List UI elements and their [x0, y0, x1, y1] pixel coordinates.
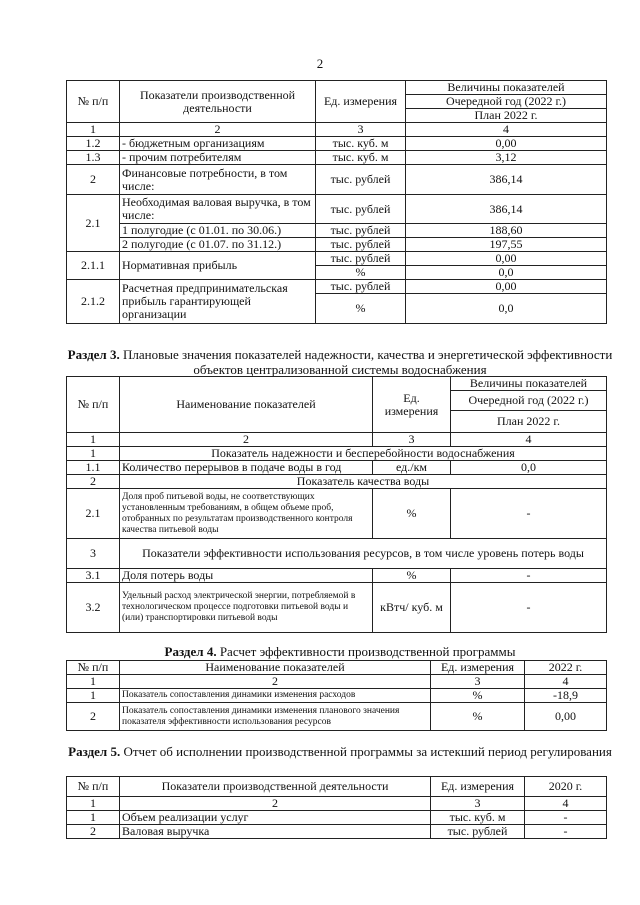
production-indicators-table	[66, 80, 607, 324]
row-value: 0,00	[406, 280, 607, 294]
col-header-values: Величины показателей	[406, 81, 607, 95]
row-number: 1.1	[67, 461, 120, 475]
col-header-indicators: Показатели производственной деятельности	[120, 81, 316, 123]
row-number: 2.1	[67, 195, 120, 252]
col-header-plan: План 2022 г.	[406, 109, 607, 123]
col-header-number: № п/п	[67, 377, 120, 433]
row-unit: %	[431, 689, 525, 703]
index-cell: 4	[451, 433, 607, 447]
group-title: Показатель качества воды	[120, 475, 607, 489]
row-unit: тыс. куб. м	[316, 137, 406, 151]
row-unit: тыс. рублей	[316, 238, 406, 252]
col-header-indicators: Наименование показателей	[120, 661, 431, 675]
table-row	[67, 280, 607, 294]
col-header-indicators: Показатели производственной деятельности	[120, 777, 431, 797]
index-cell: 2	[120, 675, 431, 689]
col-header-year: 2020 г.	[525, 777, 607, 797]
row-unit: тыс. рублей	[316, 280, 406, 294]
table-row	[67, 195, 607, 224]
reliability-quality-table	[66, 376, 607, 633]
row-number: 1	[67, 811, 120, 825]
index-cell: 3	[431, 797, 525, 811]
index-cell: 4	[406, 123, 607, 137]
row-unit: %	[316, 266, 406, 280]
table-row	[67, 569, 607, 583]
table-group-row	[67, 539, 607, 569]
table-row	[67, 489, 607, 539]
index-cell: 4	[525, 797, 607, 811]
row-name: - прочим потребителям	[120, 151, 316, 165]
row-value: -	[451, 489, 607, 539]
row-number: 2.1.2	[67, 280, 120, 324]
row-name: Удельный расход электрической энергии, потребляемой в технологическом процессе подготовки питьевой воды и (или) транспортировки питьевой воды	[120, 583, 373, 633]
table-row	[67, 703, 607, 731]
row-number: 3.2	[67, 583, 120, 633]
row-number: 1	[67, 447, 120, 461]
row-number: 2	[67, 165, 120, 195]
efficiency-table	[66, 660, 607, 731]
row-number: 2	[67, 475, 120, 489]
row-number: 2.1	[67, 489, 120, 539]
table-row	[67, 811, 607, 825]
group-title: Показатель надежности и бесперебойности водоснабжения	[120, 447, 607, 461]
index-cell: 2	[120, 797, 431, 811]
row-value: -18,9	[525, 689, 607, 703]
col-header-indicators: Наименование показателей	[120, 377, 373, 433]
table-row	[67, 583, 607, 633]
row-number: 1.2	[67, 137, 120, 151]
section-3-heading	[60, 347, 620, 377]
index-cell: 3	[431, 675, 525, 689]
program-report-table	[66, 776, 607, 839]
col-header-year: 2022 г.	[525, 661, 607, 675]
index-cell: 2	[120, 123, 316, 137]
row-unit: %	[316, 294, 406, 324]
col-header-unit: Ед. измерения	[431, 777, 525, 797]
row-value: 0,0	[406, 294, 607, 324]
col-header-number: № п/п	[67, 777, 120, 797]
index-cell: 1	[67, 797, 120, 811]
row-value: 0,0	[451, 461, 607, 475]
section-4-label: Раздел 4.	[164, 644, 217, 659]
table-row	[67, 224, 607, 238]
col-header-values: Величины показателей	[451, 377, 607, 391]
section-5-title: Отчет об исполнении производственной программы за истекший период регулирования	[120, 744, 612, 759]
row-value: 0,00	[406, 252, 607, 266]
col-header-year: Очередной год (2022 г.)	[406, 95, 607, 109]
row-name: Показатель сопоставления динамики изменения расходов	[120, 689, 431, 703]
row-value: 0,0	[406, 266, 607, 280]
section-3-title: Плановые значения показателей надежности, качества и энергетической эффективности объектов централизованной системы водоснабжения	[119, 347, 613, 377]
row-unit: тыс. рублей	[431, 825, 525, 839]
row-value: 3,12	[406, 151, 607, 165]
index-cell: 3	[373, 433, 451, 447]
row-name: Объем реализации услуг	[120, 811, 431, 825]
row-name: Количество перерывов в подаче воды в год	[120, 461, 373, 475]
row-number: 2	[67, 825, 120, 839]
row-unit: тыс. рублей	[316, 252, 406, 266]
index-cell: 2	[120, 433, 373, 447]
table-row	[67, 252, 607, 266]
index-cell: 1	[67, 675, 120, 689]
row-value: 386,14	[406, 195, 607, 224]
col-header-unit: Ед. измерения	[373, 377, 451, 433]
row-name: - бюджетным организациям	[120, 137, 316, 151]
row-value: 188,60	[406, 224, 607, 238]
row-unit: тыс. рублей	[316, 224, 406, 238]
table-row	[67, 825, 607, 839]
section-5-label: Раздел 5.	[68, 744, 121, 759]
row-name: 2 полугодие (с 01.07. по 31.12.)	[120, 238, 316, 252]
row-unit: %	[373, 569, 451, 583]
table-group-row	[67, 475, 607, 489]
row-value: 0,00	[406, 137, 607, 151]
row-name: Доля потерь воды	[120, 569, 373, 583]
row-unit: %	[431, 703, 525, 731]
section-5-heading	[60, 744, 620, 759]
col-header-unit: Ед. измерения	[431, 661, 525, 675]
table-row	[67, 165, 607, 195]
row-number: 3	[67, 539, 120, 569]
col-header-number: № п/п	[67, 661, 120, 675]
group-title: Показатели эффективности использования ресурсов, в том числе уровень потерь воды	[120, 539, 607, 569]
col-header-unit: Ед. измерения	[316, 81, 406, 123]
row-unit: тыс. куб. м	[316, 151, 406, 165]
row-unit: тыс. куб. м	[431, 811, 525, 825]
table-row	[67, 137, 607, 151]
row-value: 0,00	[525, 703, 607, 731]
row-name: Необходимая валовая выручка, в том числе:	[120, 195, 316, 224]
table-row	[67, 689, 607, 703]
row-name: Доля проб питьевой воды, не соответствующих установленным требованиям, в общем объеме проб, отобранных по результатам производственного контроля качества питьевой воды	[120, 489, 373, 539]
row-name: Расчетная предпринимательская прибыль гарантирующей организации	[120, 280, 316, 324]
row-name: Нормативная прибыль	[120, 252, 316, 280]
row-unit: кВтч/ куб. м	[373, 583, 451, 633]
row-value: 386,14	[406, 165, 607, 195]
page-number: 2	[316, 56, 324, 71]
table-row	[67, 151, 607, 165]
table-group-row	[67, 447, 607, 461]
row-value: -	[451, 569, 607, 583]
col-header-plan: План 2022 г.	[451, 411, 607, 433]
row-number: 1.3	[67, 151, 120, 165]
index-cell: 4	[525, 675, 607, 689]
row-unit: тыс. рублей	[316, 165, 406, 195]
row-value: -	[451, 583, 607, 633]
row-unit: %	[373, 489, 451, 539]
row-name: 1 полугодие (с 01.01. по 30.06.)	[120, 224, 316, 238]
table-row	[67, 461, 607, 475]
section-4-heading	[60, 644, 620, 659]
row-name: Финансовые потребности, в том числе:	[120, 165, 316, 195]
row-value: -	[525, 825, 607, 839]
index-cell: 1	[67, 433, 120, 447]
row-value: 197,55	[406, 238, 607, 252]
row-unit: ед./км	[373, 461, 451, 475]
row-unit: тыс. рублей	[316, 195, 406, 224]
row-number: 2.1.1	[67, 252, 120, 280]
index-cell: 3	[316, 123, 406, 137]
index-cell: 1	[67, 123, 120, 137]
col-header-year: Очередной год (2022 г.)	[451, 391, 607, 411]
col-header-number: № п/п	[67, 81, 120, 123]
row-number: 3.1	[67, 569, 120, 583]
row-number: 1	[67, 689, 120, 703]
row-number: 2	[67, 703, 120, 731]
table-row	[67, 238, 607, 252]
section-4-title: Расчет эффективности производственной программы	[216, 644, 516, 659]
section-3-label: Раздел 3.	[67, 347, 120, 362]
row-name: Валовая выручка	[120, 825, 431, 839]
row-value: -	[525, 811, 607, 825]
row-name: Показатель сопоставления динамики изменения планового значения показателя эффективности использования ресурсов	[120, 703, 431, 731]
